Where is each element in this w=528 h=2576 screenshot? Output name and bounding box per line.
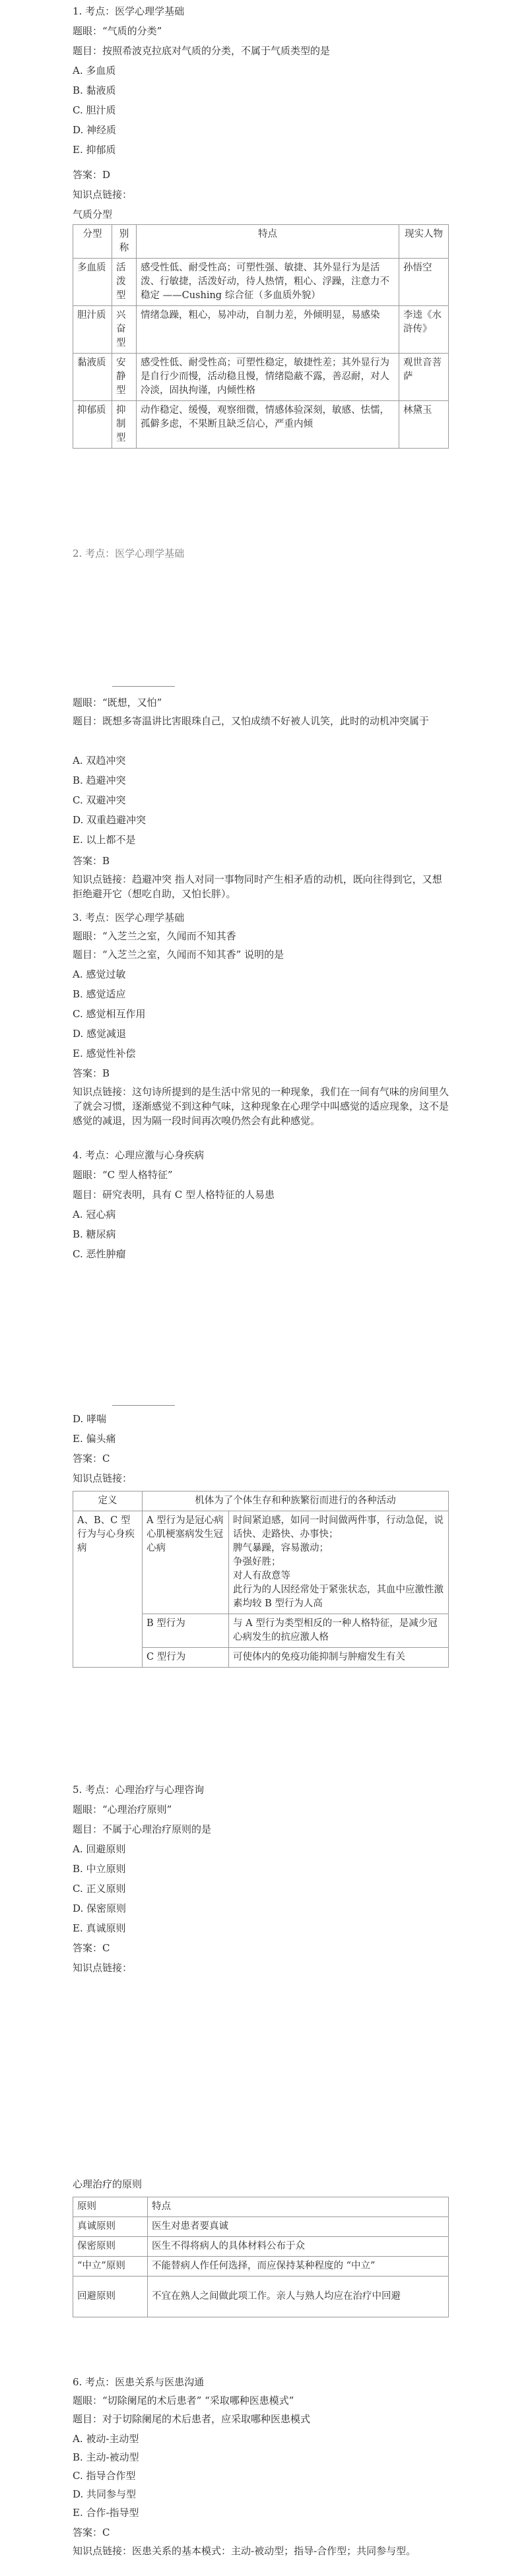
q2-option-c: C. 双避冲突 bbox=[73, 794, 126, 806]
table-row bbox=[73, 1511, 449, 1614]
th-type: 分型 bbox=[73, 225, 112, 259]
q3-stem-label: 题眼：“入芝兰之室，久闻而不知其香 bbox=[73, 930, 236, 942]
q5-option-e: E. 真诚原则 bbox=[73, 1922, 126, 1934]
cell-feature: 不宜在熟人之间做此项工作。亲人与熟人均应在治疗中回避 bbox=[148, 2277, 449, 2317]
q4-option-e: E. 偏头痛 bbox=[73, 1433, 116, 1445]
temperament-table bbox=[73, 224, 449, 449]
page-break-line bbox=[112, 686, 175, 687]
q4-stem-label: 题眼：“C 型人格特征” bbox=[73, 1169, 173, 1181]
q3-answer: 答案：B bbox=[73, 1067, 110, 1079]
desc-line: 争强好胜； bbox=[233, 1557, 281, 1567]
q1-option-b: B. 黏液质 bbox=[73, 84, 116, 96]
table-row bbox=[73, 259, 449, 306]
cell-alias: 兴奋型 bbox=[112, 306, 137, 354]
q6-answer: 答案：C bbox=[73, 2527, 110, 2538]
q4-link-label: 知识点链接： bbox=[73, 1472, 133, 1484]
table-row bbox=[73, 1492, 449, 1511]
q1-option-a: A. 多血质 bbox=[73, 65, 116, 77]
q3-option-d: D. 感觉减退 bbox=[73, 1028, 127, 1040]
cell-person: 观世音菩萨 bbox=[399, 354, 449, 401]
q4-question: 题目：研究表明，具有 C 型人格特征的人易患 bbox=[73, 1189, 275, 1201]
cell-alias: 活泼型 bbox=[112, 259, 137, 306]
desc-line: 时间紧迫感，如同一时间做两件事，行动急促，说话快、走路快、办事快； bbox=[233, 1515, 444, 1540]
desc-line: 脾气暴躁，容易激动； bbox=[233, 1543, 329, 1554]
q6-option-e: E. 合作-指导型 bbox=[73, 2507, 139, 2519]
q2-answer: 答案：B bbox=[73, 855, 110, 867]
q5-option-a: A. 回避原则 bbox=[73, 1843, 126, 1855]
cell-trait: 感受性低、耐受性高；可塑性稳定，敏捷性差；其外显行为是自行少而慢，活动稳且慢，情绪隐蔽不露，善忍耐，对人冷淡，固执拘谨，内倾性格 bbox=[137, 354, 399, 401]
th-alias: 别称 bbox=[112, 225, 137, 259]
cell-type: 抑郁质 bbox=[73, 401, 112, 449]
q6-option-d: D. 共同参与型 bbox=[73, 2488, 137, 2500]
q6-question: 题目：对于切除阑尾的术后患者，应采取哪种医患模式 bbox=[73, 2413, 311, 2425]
cell-person: 孙悟空 bbox=[399, 259, 449, 306]
q1-table-title: 气质分型 bbox=[73, 208, 113, 220]
cell-principle: “中立”原则 bbox=[73, 2257, 148, 2277]
q4-answer: 答案：C bbox=[73, 1453, 110, 1464]
table-header-row bbox=[73, 2197, 449, 2217]
q1-question: 题目：按照希波克拉底对气质的分类，不属于气质类型的是 bbox=[73, 45, 331, 57]
therapy-principles-table bbox=[73, 2197, 449, 2317]
q5-header: 5. 考点：心理治疗与心理咨询 bbox=[73, 1784, 205, 1796]
q5-answer: 答案：C bbox=[73, 1942, 110, 1954]
q5-question: 题目：不属于心理治疗原则的是 bbox=[73, 1823, 212, 1835]
desc-cell: 与 A 型行为类型相反的一种人格特征，是减少冠心病发生的抗应激人格 bbox=[229, 1614, 449, 1648]
q1-answer: 答案：D bbox=[73, 169, 111, 181]
q1-option-e: E. 抑郁质 bbox=[73, 144, 116, 156]
q4-option-a: A. 冠心病 bbox=[73, 1209, 116, 1220]
desc-line: 此行为的人因经常处于紧张状态，其血中应激性激素均较 B 型行为人高 bbox=[233, 1585, 444, 1609]
q3-question: 题目：“入芝兰之室，久闻而不知其香” 说明的是 bbox=[73, 949, 284, 960]
q5-table-title: 心理治疗的原则 bbox=[73, 2178, 143, 2190]
cell-feature: 不能替病人作任何选择，而应保持某种程度的 “中立” bbox=[148, 2257, 449, 2277]
q6-option-b: B. 主动-被动型 bbox=[73, 2451, 139, 2463]
def-text: 机体为了个体生存和种族繁衍而进行的各种活动 bbox=[143, 1492, 449, 1511]
def-label: 定义 bbox=[73, 1492, 143, 1511]
q2-stem-label: 题眼：“既想，又怕” bbox=[73, 697, 162, 708]
cell-principle: 真诚原则 bbox=[73, 2217, 148, 2237]
table-row bbox=[73, 2237, 449, 2257]
cell-principle: 回避原则 bbox=[73, 2277, 148, 2317]
q6-header: 6. 考点：医患关系与医患沟通 bbox=[73, 2376, 205, 2388]
q2-link: 知识点链接：趋避冲突 指人对同一事物同时产生相矛盾的动机，既向往得到它，又想拒绝避开它（想吃自助，又怕长胖）。 bbox=[73, 873, 442, 900]
kind-cell: C 型行为 bbox=[143, 1648, 229, 1668]
cell-principle: 保密原则 bbox=[73, 2237, 148, 2257]
cell-feature: 医生对患者要真诚 bbox=[148, 2217, 449, 2237]
behavior-type-table bbox=[73, 1491, 449, 1668]
cell-trait: 情绪急躁，粗心，易冲动，自制力差，外倾明显，易感染 bbox=[137, 306, 399, 354]
q2-header-cut: 2. 考点：医学心理学基础 bbox=[73, 548, 185, 559]
cell-trait: 感受性低、耐受性高；可塑性强、敏捷、其外显行为是活泼、行敏捷，活泼好动，待人热情，粗心、浮躁，注意力不稳定 ——Cushing 综合征（多血质外貌） bbox=[137, 259, 399, 306]
q1-option-c: C. 胆汁质 bbox=[73, 104, 116, 116]
q5-stem-label: 题眼：“心理治疗原则” bbox=[73, 1804, 172, 1815]
q6-option-a: A. 被动-主动型 bbox=[73, 2433, 139, 2445]
q1-header: 1. 考点：医学心理学基础 bbox=[73, 5, 185, 17]
table-row bbox=[73, 306, 449, 354]
desc-cell: 可使体内的免疫功能抑制与肿瘤发生有关 bbox=[229, 1648, 449, 1668]
q1-option-d: D. 神经质 bbox=[73, 124, 117, 136]
q2-question: 题目：既想多寄温讲比害眼珠自己，又怕成绩不好被人讥笑，此时的动机冲突属于 bbox=[73, 715, 430, 727]
desc-line: 对人有敌意等 bbox=[233, 1571, 290, 1581]
th-trait: 特点 bbox=[137, 225, 399, 259]
q3-option-a: A. 感觉过敏 bbox=[73, 968, 126, 980]
table-row bbox=[73, 2257, 449, 2277]
q6-link: 知识点链接：医患关系的基本模式：主动-被动型；指导-合作型；共同参与型。 bbox=[73, 2545, 416, 2557]
table-row bbox=[73, 354, 449, 401]
q3-option-b: B. 感觉适应 bbox=[73, 988, 126, 1000]
q3-link: 知识点链接：这句诗所提到的是生活中常见的一种现象，我们在一间有气味的房间里久了就会习惯，逐渐感觉不到这种气味，这种现象在心理学中叫感觉的适应现象，这不是感觉的减退，因为隔一段时间再次嗅仍然会有此种感觉。 bbox=[73, 1086, 449, 1127]
q2-option-d: D. 双重趋避冲突 bbox=[73, 814, 147, 826]
cell-type: 胆汁质 bbox=[73, 306, 112, 354]
q2-option-e: E. 以上都不是 bbox=[73, 834, 136, 846]
table-row bbox=[73, 401, 449, 449]
q5-option-c: C. 正义原则 bbox=[73, 1883, 126, 1895]
cell-trait: 动作稳定、缓慢，观察细微，情感体验深刻，敏感、怯懦，孤僻多虑，不果断且缺乏信心，严重内倾 bbox=[137, 401, 399, 449]
kind-cell: B 型行为 bbox=[143, 1614, 229, 1648]
page-break-line bbox=[112, 1405, 175, 1406]
cell-feature: 医生不得将病人的具体材料公布于众 bbox=[148, 2237, 449, 2257]
q4-option-b: B. 糖尿病 bbox=[73, 1228, 116, 1240]
q3-option-e: E. 感觉性补偿 bbox=[73, 1048, 136, 1059]
q4-header: 4. 考点：心理应激与心身疾病 bbox=[73, 1149, 205, 1161]
q4-option-d: D. 哮喘 bbox=[73, 1413, 107, 1425]
q5-link-label: 知识点链接： bbox=[73, 1962, 133, 1974]
q4-option-c: C. 恶性肿瘤 bbox=[73, 1248, 126, 1260]
q3-option-c: C. 感觉相互作用 bbox=[73, 1008, 146, 1020]
th-person: 现实人物 bbox=[399, 225, 449, 259]
table-header-row bbox=[73, 225, 449, 259]
q6-option-c: C. 指导合作型 bbox=[73, 2470, 136, 2482]
q5-option-b: B. 中立原则 bbox=[73, 1863, 126, 1875]
group-cell: A、B、C 型行为与心身疾病 bbox=[73, 1511, 143, 1668]
cell-alias: 安静型 bbox=[112, 354, 137, 401]
table-row bbox=[73, 2217, 449, 2237]
q5-option-d: D. 保密原则 bbox=[73, 1902, 127, 1914]
cell-person: 李逵《水浒传》 bbox=[399, 306, 449, 354]
th-feature: 特点 bbox=[148, 2197, 449, 2217]
q2-option-a: A. 双趋冲突 bbox=[73, 755, 126, 767]
q1-link-label: 知识点链接： bbox=[73, 189, 133, 201]
cell-type: 多血质 bbox=[73, 259, 112, 306]
q3-header: 3. 考点：医学心理学基础 bbox=[73, 912, 185, 924]
q2-option-b: B. 趋避冲突 bbox=[73, 774, 126, 786]
desc-cell bbox=[229, 1511, 449, 1614]
q6-stem-label: 题眼：“切除阑尾的术后患者” “采取哪种医患模式” bbox=[73, 2395, 294, 2406]
cell-person: 林黛玉 bbox=[399, 401, 449, 449]
kind-cell: A 型行为是冠心病心肌梗塞病发生冠心病 bbox=[143, 1511, 229, 1614]
th-principle: 原则 bbox=[73, 2197, 148, 2217]
cell-type: 黏液质 bbox=[73, 354, 112, 401]
cell-alias: 抑制型 bbox=[112, 401, 137, 449]
table-row bbox=[73, 2277, 449, 2317]
q1-stem-label: 题眼：“气质的分类” bbox=[73, 25, 162, 37]
